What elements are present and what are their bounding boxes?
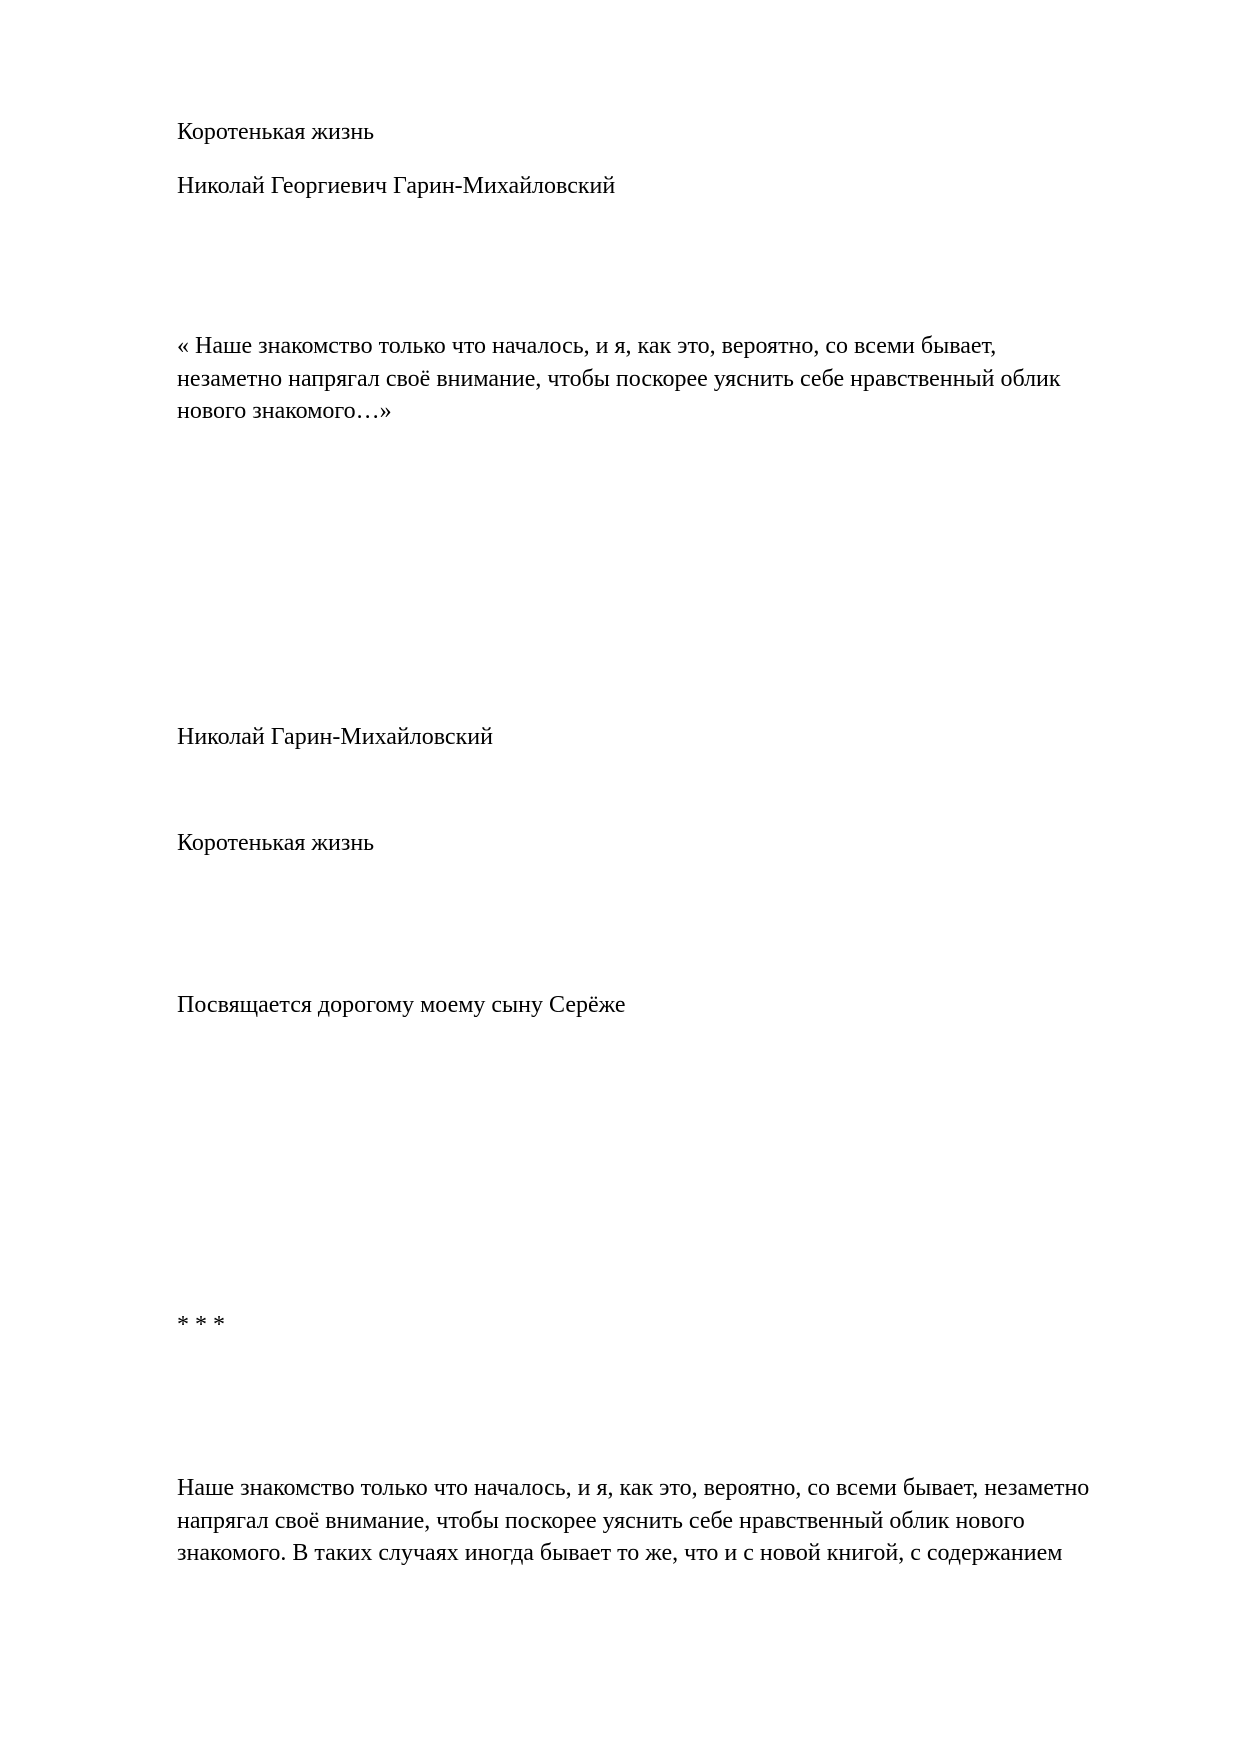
author-short-name: Николай Гарин-Михайловский: [177, 724, 493, 750]
section-separator: * * *: [177, 1312, 225, 1338]
body-paragraph: [177, 1472, 1089, 1570]
author-full-name: Николай Георгиевич Гарин-Михайловский: [177, 173, 616, 199]
body-line: знакомого. В таких случаях иногда бывает то же, что и с новой книгой, с содержанием: [177, 1540, 1063, 1566]
body-line: Наше знакомство только что началось, и я, как это, вероятно, со всеми бывает, незаметно: [177, 1475, 1090, 1501]
annotation-line: незаметно напрягал своё внимание, чтобы поскорее уяснить себе нравственный облик: [177, 365, 1061, 392]
annotation-line: нового знакомого…»: [177, 398, 392, 424]
book-title: Коротенькая жизнь: [177, 119, 375, 145]
annotation-paragraph: [177, 330, 1061, 428]
annotation-line: « Наше знакомство только что началось, и я, как это, вероятно, со всеми бывает,: [177, 333, 997, 359]
dedication: Посвящается дорогому моему сыну Серёже: [177, 992, 626, 1018]
body-line: напрягал своё внимание, чтобы поскорее уяснить себе нравственный облик нового: [177, 1507, 1025, 1534]
book-title-second: Коротенькая жизнь: [177, 830, 375, 856]
